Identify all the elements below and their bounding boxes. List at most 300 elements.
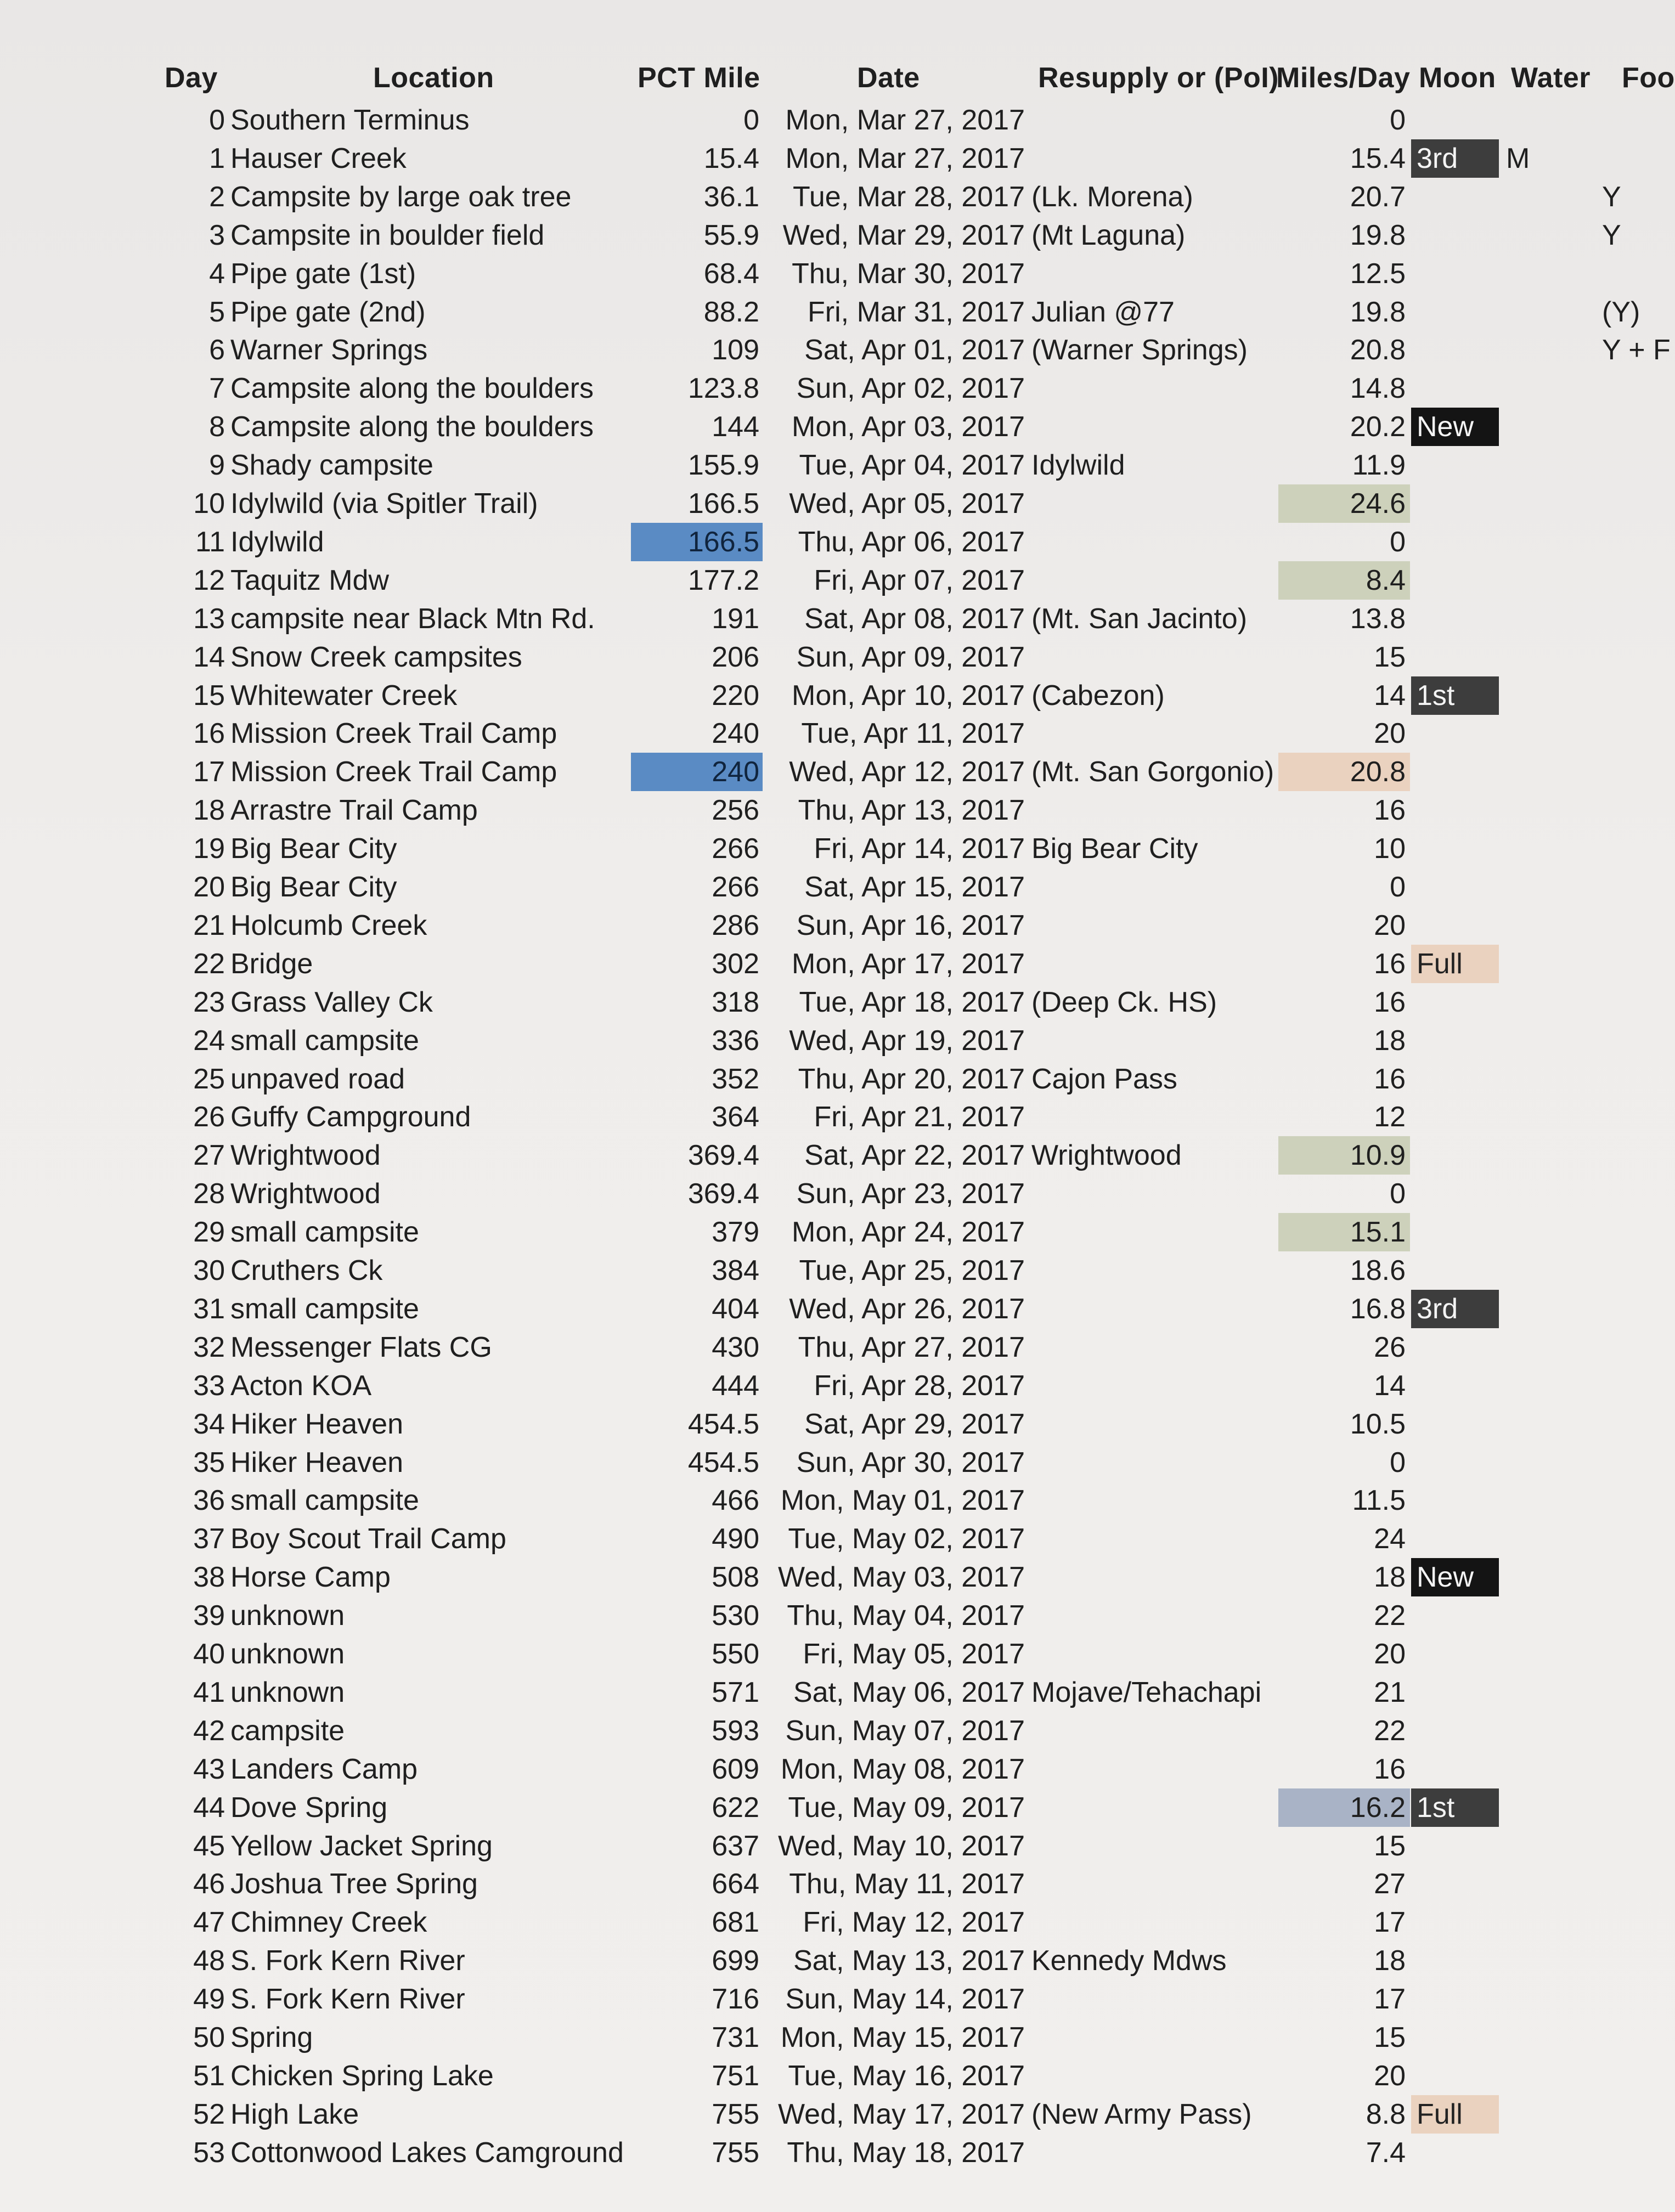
food-cell	[1602, 1443, 1662, 1482]
food-cell	[1602, 1251, 1662, 1290]
food-cell	[1602, 1903, 1662, 1942]
date-cell: Sat, May 06, 2017	[793, 1676, 1025, 1708]
date-cell: Fri, Apr 21, 2017	[814, 1101, 1025, 1133]
date-cell: Wed, May 17, 2017	[778, 2098, 1025, 2130]
water-cell	[1505, 1443, 1566, 1482]
pct-mile-cell: 352	[712, 1063, 759, 1095]
water-cell	[1505, 1520, 1566, 1558]
food-cell	[1602, 1980, 1662, 2018]
location-cell: Campsite by large oak tree	[230, 180, 572, 213]
moon-cell	[1411, 1673, 1499, 1712]
date-cell: Thu, Apr 13, 2017	[798, 794, 1025, 827]
day-cell: 17	[193, 756, 225, 788]
miles-per-day-cell: 20	[1374, 909, 1406, 941]
date-cell: Sat, Apr 29, 2017	[804, 1408, 1025, 1440]
day-cell: 11	[195, 526, 225, 558]
moon-cell: 3rd	[1411, 1290, 1499, 1328]
day-cell: 50	[193, 2022, 225, 2053]
water-cell	[1505, 638, 1566, 676]
miles-per-day-cell: 26	[1374, 1331, 1406, 1363]
miles-per-day-cell: 24.6	[1278, 484, 1410, 523]
pct-mile-cell: 751	[712, 2059, 759, 2092]
location-cell: Hauser Creek	[230, 142, 407, 174]
water-cell	[1505, 1635, 1566, 1673]
day-cell: 32	[193, 1331, 225, 1363]
location-cell: Chicken Spring Lake	[230, 2059, 494, 2092]
water-cell	[1505, 1405, 1566, 1443]
day-cell: 44	[193, 1791, 225, 1824]
resupply-cell: Kennedy Mdws	[1031, 1945, 1227, 1977]
location-cell: unknown	[230, 1638, 345, 1670]
resupply-cell: Wrightwood	[1031, 1139, 1182, 1172]
miles-per-day-cell: 12	[1374, 1101, 1406, 1133]
miles-per-day-cell: 20.2	[1350, 411, 1406, 443]
location-cell: Pipe gate (2nd)	[230, 296, 426, 328]
water-cell	[1505, 255, 1566, 293]
day-cell: 18	[193, 794, 225, 827]
table-row	[0, 1328, 1659, 1367]
day-cell: 39	[193, 1600, 225, 1632]
table-row	[0, 753, 1659, 791]
water-cell	[1505, 983, 1566, 1022]
day-cell: 45	[193, 1830, 225, 1862]
table-row	[0, 638, 1659, 676]
moon-cell	[1411, 2018, 1499, 2057]
food-cell	[1602, 2018, 1662, 2057]
water-cell	[1505, 714, 1566, 753]
pct-mile-cell: 454.5	[687, 1408, 759, 1440]
table-row	[0, 1290, 1659, 1328]
location-cell: unknown	[230, 1600, 345, 1632]
food-cell	[1602, 1942, 1662, 1980]
moon-cell: 3rd	[1411, 139, 1499, 178]
date-cell: Tue, Apr 25, 2017	[799, 1255, 1025, 1286]
date-cell: Sat, May 13, 2017	[793, 1945, 1025, 1977]
day-cell: 7	[209, 373, 225, 405]
date-cell: Mon, Mar 27, 2017	[785, 142, 1025, 174]
date-cell: Tue, Apr 04, 2017	[799, 449, 1025, 482]
resupply-cell: (Warner Springs)	[1031, 334, 1248, 366]
moon-cell	[1411, 906, 1499, 945]
location-cell: Holcumb Creek	[230, 909, 427, 941]
date-cell: Sat, Apr 08, 2017	[804, 602, 1025, 635]
day-cell: 15	[193, 679, 225, 712]
table-row	[0, 714, 1659, 753]
location-cell: Taquitz Mdw	[230, 564, 389, 596]
moon-cell	[1411, 1865, 1499, 1903]
water-cell	[1505, 101, 1566, 139]
moon-cell: New	[1411, 408, 1499, 446]
water-cell	[1505, 2095, 1566, 2134]
miles-per-day-cell: 16.8	[1350, 1293, 1406, 1325]
location-cell: Hiker Heaven	[230, 1446, 404, 1479]
water-cell	[1505, 676, 1566, 715]
day-cell: 3	[209, 219, 225, 251]
food-cell	[1602, 1712, 1662, 1750]
date-cell: Sun, May 07, 2017	[785, 1714, 1025, 1747]
moon-cell	[1411, 1060, 1499, 1098]
day-cell: 35	[193, 1446, 225, 1479]
miles-per-day-cell: 0	[1390, 104, 1406, 136]
table-row	[0, 178, 1659, 216]
miles-per-day-cell: 0	[1390, 1178, 1406, 1210]
water-cell	[1505, 1367, 1566, 1405]
day-cell: 48	[193, 1945, 225, 1977]
day-cell: 33	[193, 1369, 225, 1402]
water-cell	[1505, 1980, 1566, 2018]
location-cell: Messenger Flats CG	[230, 1331, 492, 1363]
moon-cell	[1411, 1022, 1499, 1060]
pct-mile-cell: 336	[712, 1024, 759, 1057]
water-cell	[1505, 484, 1566, 523]
table-row	[0, 1098, 1659, 1136]
location-cell: campsite	[230, 1714, 345, 1747]
moon-cell	[1411, 1328, 1499, 1367]
moon-cell	[1411, 1443, 1499, 1482]
pct-mile-cell: 68.4	[703, 257, 759, 290]
food-cell	[1602, 1750, 1662, 1788]
date-cell: Fri, May 12, 2017	[803, 1906, 1025, 1939]
food-cell: Y	[1602, 180, 1621, 213]
date-cell: Thu, May 11, 2017	[789, 1868, 1025, 1900]
pct-mile-cell: 755	[712, 2098, 759, 2130]
moon-cell: 1st	[1411, 1788, 1499, 1827]
pct-mile-cell: 364	[712, 1101, 759, 1133]
day-cell: 23	[193, 986, 225, 1018]
miles-per-day-cell: 18.6	[1350, 1255, 1406, 1286]
location-cell: Landers Camp	[230, 1753, 418, 1785]
date-cell: Sun, Apr 16, 2017	[796, 909, 1025, 941]
moon-cell	[1411, 714, 1499, 753]
date-cell: Fri, Apr 14, 2017	[814, 833, 1025, 865]
location-cell: small campsite	[230, 1293, 419, 1325]
date-cell: Sun, Apr 30, 2017	[796, 1446, 1025, 1479]
table-row	[0, 523, 1659, 561]
location-cell: Cruthers Ck	[230, 1255, 383, 1286]
moon-cell: New	[1411, 1558, 1499, 1596]
moon-cell: Full	[1411, 2095, 1499, 2134]
table-row	[0, 1980, 1659, 2018]
moon-cell	[1411, 523, 1499, 561]
table-row	[0, 1673, 1659, 1712]
miles-per-day-cell: 20	[1374, 2059, 1406, 2092]
day-cell: 46	[193, 1868, 225, 1900]
resupply-cell: Mojave/Tehachapi	[1031, 1676, 1262, 1708]
location-cell: Snow Creek campsites	[230, 641, 522, 673]
pct-mile-cell: 369.4	[687, 1139, 759, 1172]
date-cell: Wed, Apr 19, 2017	[789, 1024, 1025, 1057]
moon-cell	[1411, 1175, 1499, 1213]
miles-per-day-cell: 14	[1374, 1369, 1406, 1402]
location-cell: Acton KOA	[230, 1369, 372, 1402]
date-cell: Mon, Apr 03, 2017	[792, 411, 1025, 443]
water-cell	[1505, 446, 1566, 484]
location-cell: S. Fork Kern River	[230, 1945, 465, 1977]
pct-mile-cell: 256	[712, 794, 759, 827]
water-cell	[1505, 1558, 1566, 1596]
food-cell	[1602, 1558, 1662, 1596]
date-cell: Mon, Apr 10, 2017	[792, 679, 1025, 712]
table-row	[0, 1405, 1659, 1443]
date-cell: Thu, May 04, 2017	[787, 1600, 1025, 1632]
location-cell: Mission Creek Trail Camp	[230, 718, 557, 750]
table-row	[0, 1481, 1659, 1520]
miles-per-day-cell: 0	[1390, 871, 1406, 903]
food-cell	[1602, 1290, 1662, 1328]
table-row	[0, 216, 1659, 255]
pct-mile-cell: 55.9	[703, 219, 759, 251]
miles-per-day-cell: 12.5	[1350, 257, 1406, 290]
location-cell: Wrightwood	[230, 1139, 381, 1172]
moon-cell	[1411, 1750, 1499, 1788]
day-cell: 19	[193, 833, 225, 865]
moon-cell	[1411, 1520, 1499, 1558]
water-cell	[1505, 216, 1566, 255]
date-cell: Tue, May 09, 2017	[788, 1791, 1025, 1824]
water-cell	[1505, 906, 1566, 945]
location-cell: Cottonwood Lakes Camground	[230, 2136, 624, 2169]
date-cell: Sun, May 14, 2017	[785, 1983, 1025, 2016]
day-cell: 5	[209, 296, 225, 328]
pct-mile-cell: 206	[712, 641, 759, 673]
pct-mile-cell: 571	[712, 1676, 759, 1708]
miles-per-day-cell: 10.5	[1350, 1408, 1406, 1440]
table-row	[0, 1712, 1659, 1750]
pct-mile-cell: 466	[712, 1485, 759, 1517]
date-cell: Sat, Apr 15, 2017	[804, 871, 1025, 903]
moon-cell	[1411, 1596, 1499, 1635]
pct-mile-cell: 637	[712, 1830, 759, 1862]
pct-mile-cell: 731	[712, 2022, 759, 2053]
miles-per-day-cell: 20	[1374, 718, 1406, 750]
table-row	[0, 1367, 1659, 1405]
moon-cell	[1411, 1136, 1499, 1175]
table-row	[0, 255, 1659, 293]
food-cell	[1602, 753, 1662, 791]
resupply-cell: (Lk. Morena)	[1031, 180, 1193, 213]
day-cell: 16	[193, 718, 225, 750]
date-cell: Thu, Apr 27, 2017	[798, 1331, 1025, 1363]
day-cell: 22	[193, 947, 225, 980]
table-row	[0, 1022, 1659, 1060]
resupply-cell: Big Bear City	[1031, 833, 1198, 865]
moon-cell	[1411, 1942, 1499, 1980]
table-row	[0, 1865, 1659, 1903]
table-row	[0, 446, 1659, 484]
pct-mile-cell: 550	[712, 1638, 759, 1670]
location-cell: Horse Camp	[230, 1561, 391, 1594]
food-cell: Y	[1602, 219, 1621, 251]
moon-cell	[1411, 293, 1499, 331]
miles-per-day-cell: 15.1	[1278, 1213, 1410, 1251]
moon-cell	[1411, 331, 1499, 369]
miles-per-day-cell: 13.8	[1350, 602, 1406, 635]
water-cell	[1505, 2057, 1566, 2095]
water-cell	[1505, 1827, 1566, 1865]
date-cell: Wed, Mar 29, 2017	[782, 219, 1025, 251]
day-cell: 4	[209, 257, 225, 290]
water-cell	[1505, 178, 1566, 216]
miles-per-day-cell: 21	[1374, 1676, 1406, 1708]
location-cell: unknown	[230, 1676, 345, 1708]
food-cell	[1602, 484, 1662, 523]
pct-mile-cell: 166.5	[687, 488, 759, 520]
pct-mile-cell: 88.2	[703, 296, 759, 328]
miles-per-day-cell: 16	[1374, 1063, 1406, 1095]
location-cell: small campsite	[230, 1024, 419, 1057]
date-cell: Sun, Apr 09, 2017	[796, 641, 1025, 673]
resupply-cell: (Mt Laguna)	[1031, 219, 1186, 251]
table-row	[0, 1175, 1659, 1213]
miles-per-day-cell: 20	[1374, 1638, 1406, 1670]
water-cell	[1505, 1788, 1566, 1827]
day-cell: 29	[193, 1216, 225, 1249]
moon-cell	[1411, 1481, 1499, 1520]
date-cell: Sat, Apr 22, 2017	[804, 1139, 1025, 1172]
food-cell	[1602, 1865, 1662, 1903]
food-cell	[1602, 523, 1662, 561]
table-row	[0, 600, 1659, 638]
resupply-cell: (Mt. San Jacinto)	[1031, 602, 1248, 635]
miles-per-day-cell: 15.4	[1350, 142, 1406, 174]
water-cell	[1505, 561, 1566, 600]
location-cell: small campsite	[230, 1216, 419, 1249]
food-cell	[1602, 1673, 1662, 1712]
resupply-cell: Julian @77	[1031, 296, 1175, 328]
location-cell: Campsite along the boulders	[230, 411, 594, 443]
day-cell: 25	[193, 1063, 225, 1095]
day-cell: 40	[193, 1638, 225, 1670]
table-row	[0, 868, 1659, 906]
header-day: Day	[165, 62, 218, 94]
table-row	[0, 983, 1659, 1022]
day-cell: 37	[193, 1523, 225, 1555]
pct-mile-cell: 0	[743, 104, 759, 136]
food-cell	[1602, 830, 1662, 868]
header-food: Foo	[1622, 62, 1675, 94]
water-cell	[1505, 1022, 1566, 1060]
water-cell	[1505, 1865, 1566, 1903]
food-cell	[1602, 1481, 1662, 1520]
pct-mile-cell: 15.4	[703, 142, 759, 174]
moon-cell	[1411, 600, 1499, 638]
header-moon: Moon	[1419, 62, 1496, 94]
pct-mile-cell: 177.2	[687, 564, 759, 596]
location-cell: Dove Spring	[230, 1791, 388, 1824]
moon-cell	[1411, 1251, 1499, 1290]
location-cell: Spring	[230, 2022, 313, 2053]
moon-cell	[1411, 1903, 1499, 1942]
pct-mile-cell: 166.5	[631, 523, 763, 561]
location-cell: Idylwild (via Spitler Trail)	[230, 488, 538, 520]
pct-mile-cell: 508	[712, 1561, 759, 1594]
miles-per-day-cell: 10	[1374, 833, 1406, 865]
water-cell	[1505, 1328, 1566, 1367]
header-pct-mile: PCT Mile	[638, 62, 760, 94]
moon-cell	[1411, 1098, 1499, 1136]
moon-cell: 1st	[1411, 676, 1499, 715]
miles-per-day-cell: 14.8	[1350, 373, 1406, 405]
food-cell	[1602, 791, 1662, 830]
food-cell	[1602, 1827, 1662, 1865]
food-cell	[1602, 1213, 1662, 1251]
pct-mile-cell: 490	[712, 1523, 759, 1555]
miles-per-day-cell: 16	[1374, 947, 1406, 980]
food-cell	[1602, 1136, 1662, 1175]
moon-cell	[1411, 178, 1499, 216]
water-cell	[1505, 1175, 1566, 1213]
miles-per-day-cell: 15	[1374, 641, 1406, 673]
water-cell	[1505, 1481, 1566, 1520]
water-cell	[1505, 945, 1566, 983]
location-cell: Campsite in boulder field	[230, 219, 545, 251]
moon-cell	[1411, 1980, 1499, 2018]
table-row	[0, 791, 1659, 830]
location-cell: Joshua Tree Spring	[230, 1868, 478, 1900]
day-cell: 38	[193, 1561, 225, 1594]
food-cell	[1602, 945, 1662, 983]
water-cell	[1505, 1903, 1566, 1942]
miles-per-day-cell: 17	[1374, 1983, 1406, 2016]
day-cell: 1	[209, 142, 225, 174]
moon-cell	[1411, 369, 1499, 408]
day-cell: 26	[193, 1101, 225, 1133]
location-cell: Mission Creek Trail Camp	[230, 756, 557, 788]
water-cell	[1505, 523, 1566, 561]
location-cell: Big Bear City	[230, 871, 397, 903]
pct-mile-cell: 144	[712, 411, 759, 443]
food-cell	[1602, 408, 1662, 446]
location-cell: Bridge	[230, 947, 313, 980]
water-cell	[1505, 1673, 1566, 1712]
table-row	[0, 2057, 1659, 2095]
pct-mile-cell: 191	[712, 602, 759, 635]
date-cell: Wed, Apr 12, 2017	[789, 756, 1025, 788]
moon-cell	[1411, 216, 1499, 255]
water-cell	[1505, 1213, 1566, 1251]
water-cell	[1505, 2018, 1566, 2057]
moon-cell	[1411, 1405, 1499, 1443]
moon-cell	[1411, 1367, 1499, 1405]
header-miles-per-day: Miles/Day	[1276, 62, 1411, 94]
moon-cell	[1411, 101, 1499, 139]
pct-mile-cell: 123.8	[687, 373, 759, 405]
food-cell	[1602, 446, 1662, 484]
pct-mile-cell: 454.5	[687, 1446, 759, 1479]
pct-mile-cell: 593	[712, 1714, 759, 1747]
table-row	[0, 1827, 1659, 1865]
water-cell: M	[1506, 142, 1530, 174]
pct-mile-cell: 444	[712, 1369, 759, 1402]
location-cell: Yellow Jacket Spring	[230, 1830, 493, 1862]
moon-cell	[1411, 255, 1499, 293]
table-row	[0, 2018, 1659, 2057]
table-row	[0, 1558, 1659, 1596]
water-cell	[1505, 1942, 1566, 1980]
food-cell	[1602, 676, 1662, 715]
location-cell: Hiker Heaven	[230, 1408, 404, 1440]
location-cell: Wrightwood	[230, 1178, 381, 1210]
location-cell: campsite near Black Mtn Rd.	[230, 602, 595, 635]
miles-per-day-cell: 16	[1374, 1753, 1406, 1785]
food-cell	[1602, 1596, 1662, 1635]
food-cell	[1602, 1635, 1662, 1673]
food-cell	[1602, 983, 1662, 1022]
date-cell: Fri, Apr 28, 2017	[814, 1369, 1025, 1402]
location-cell: Guffy Campground	[230, 1101, 471, 1133]
miles-per-day-cell: 18	[1374, 1561, 1406, 1594]
resupply-cell: (New Army Pass)	[1031, 2098, 1252, 2130]
